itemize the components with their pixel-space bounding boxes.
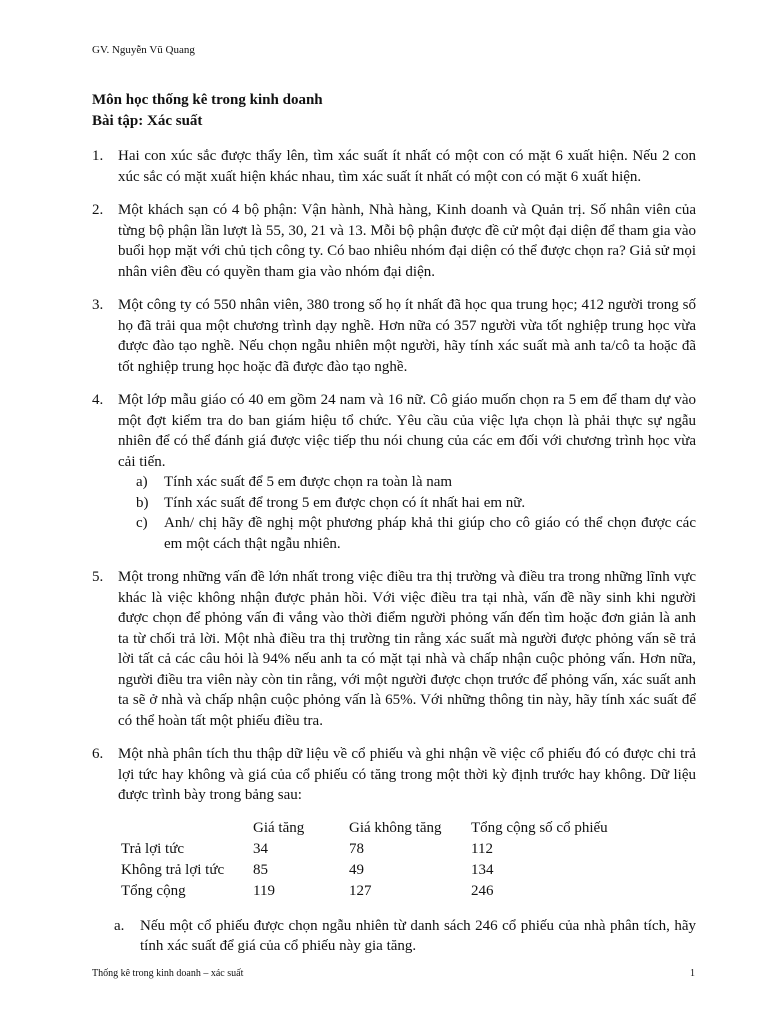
table-cell: 134	[471, 861, 494, 878]
sub-text: Anh/ chị hãy đề nghị một phương pháp khả thi giúp cho cô giáo có thể chọn được các em một cách thật ngẫu nhiên.	[164, 515, 696, 552]
problem-body	[118, 390, 696, 554]
problem-text: Một khách sạn có 4 bộ phận: Vận hành, Nhà hàng, Kinh doanh và Quản trị. Số nhân viên của từng bộ phận lần lượt là 55, 30, 21 và 13. Mỗi bộ phận được đề cử một đại diện để tham gia vào buổi họp mặt với chủ tịch công ty. Có bao nhiêu nhóm đại diện có thể được chọn ra? Giả sử mọi nhân viên đều có quyền tham gia vào nhóm đại diện.	[118, 202, 696, 280]
problem-4	[92, 390, 696, 554]
sub-question-b	[136, 493, 696, 514]
problem-number: 3.	[92, 297, 104, 313]
problem-number: 6.	[92, 746, 104, 762]
table-cell: 119	[253, 882, 275, 899]
page-footer: Thống kê trong kinh doanh – xác suất	[92, 968, 244, 979]
table-cell: 127	[349, 882, 372, 899]
stock-data-table	[121, 818, 631, 902]
table-header-row	[121, 818, 631, 839]
page-header: GV. Nguyễn Vũ Quang	[92, 44, 195, 56]
problem-2	[92, 200, 696, 282]
problem-6	[92, 744, 696, 806]
table-cell: Trả lợi tức	[121, 840, 185, 857]
problem-1	[92, 146, 696, 187]
table-row	[121, 860, 631, 881]
table-cell: 78	[349, 840, 364, 857]
table-row	[121, 881, 631, 902]
sub-question-a	[136, 472, 696, 493]
question-text: Nếu một cổ phiếu được chọn ngẫu nhiên từ danh sách 246 cổ phiếu của nhà phân tích, hãy tính xác suất để giá của cổ phiếu này gia tăng.	[140, 917, 696, 954]
sub-text: Tính xác suất để trong 5 em được chọn có ít nhất hai em nữ.	[164, 494, 526, 511]
sub-label: b)	[136, 494, 149, 511]
table-header-cell: Giá không tăng	[349, 819, 442, 836]
table-cell: 85	[253, 861, 268, 878]
sub-label: c)	[136, 515, 148, 531]
problem-number: 5.	[92, 569, 104, 585]
problem-number: 4.	[92, 392, 104, 408]
problem-text: Một trong những vấn đề lớn nhất trong việc điều tra thị trường và điều tra trong những lĩnh vực khác là việc không nhận được phản hồi. Với việc điều tra tại nhà, vấn đề nầy sinh khi người được chọn để phỏng vấn đi vắng vào thời điểm người phỏng vấn đến tìm hoặc đơn giản là anh ta từ chối trả lời. Một nhà điều tra thị trường tin rằng xác suất mà người được phỏng vấn sẽ trả lời tất cả các câu hỏi là 94% nếu anh ta có mặt tại nhà và chấp nhận cuộc phỏng vấn. Hơn nữa, người điều tra viên này còn tin rằng, với một người được chọn trước để phỏng vấn, xác suất anh ta sẽ ở nhà và chấp nhận cuộc phỏng vấn là 65%. Với những thông tin này, hãy tính xác suất để có thể hoàn tất một phiếu điều tra.	[118, 569, 696, 729]
table-row	[121, 839, 631, 860]
problem-text: Một lớp mẫu giáo có 40 em gồm 24 nam và 16 nữ. Cô giáo muốn chọn ra 5 em để tham dự vào một đợt kiểm tra do ban giám hiệu tổ chức. Yêu cầu của việc lựa chọn là phải thực sự ngẫu nhiên để có thể đánh giá được việc tiếp thu nói chung của các em đối với chương trình học vừa cải tiến.	[118, 392, 696, 470]
title-block	[92, 90, 323, 132]
table-cell: 49	[349, 861, 364, 878]
problem-number: 2.	[92, 202, 104, 218]
question-a	[114, 916, 696, 957]
table-header-cell: Giá tăng	[253, 819, 305, 836]
problem-text: Hai con xúc sắc được thẩy lên, tìm xác suất ít nhất có một con có mặt 6 xuất hiện. Nếu 2 con xúc sắc có mặt xuất hiện khác nhau, tìm xác suất ít nhất có một con có mặt 6 xuất hiện.	[118, 148, 696, 185]
problem-list	[92, 146, 696, 957]
question-label: a.	[114, 917, 125, 934]
document-title: Môn học thống kê trong kinh doanh	[92, 92, 323, 108]
sub-label: a)	[136, 474, 148, 490]
table-cell: Tổng cộng	[121, 882, 186, 899]
sub-question-c	[136, 513, 696, 554]
table-header-cell: Tổng cộng số cổ phiếu	[471, 819, 608, 836]
sub-text: Tính xác suất để 5 em được chọn ra toàn là nam	[164, 474, 453, 490]
problem-5	[92, 567, 696, 731]
problem-text: Một công ty có 550 nhân viên, 380 trong số họ ít nhất đã học qua trung học; 412 người trong số họ đã trải qua một chương trình dạy nghề. Hơn nữa có 357 người vừa tốt nghiệp trung học vừa được đào tạo nghề. Nếu chọn ngẫu nhiên một người, hãy tính xác suất mà anh ta/cô ta hoặc đã tốt nghiệp trung học hoặc đã được đào tạo nghề.	[118, 297, 696, 375]
table-cell: 112	[471, 840, 493, 857]
problem-text: Một nhà phân tích thu thập dữ liệu về cổ phiếu và ghi nhận về việc cổ phiếu đó có được chi trả lợi tức hay không và giá của cổ phiếu có tăng trong một thời kỳ định trước hay không. Dữ liệu được trình bày trong bảng sau:	[118, 746, 696, 803]
table-cell: 34	[253, 840, 268, 857]
table-cell: 246	[471, 882, 494, 899]
document-subtitle: Bài tập: Xác suất	[92, 113, 203, 129]
page-number: 1	[690, 968, 695, 979]
problem-number: 1.	[92, 148, 104, 164]
problem-3	[92, 295, 696, 377]
table-header-cell	[121, 818, 253, 839]
table-cell: Không trả lợi tức	[121, 861, 225, 878]
